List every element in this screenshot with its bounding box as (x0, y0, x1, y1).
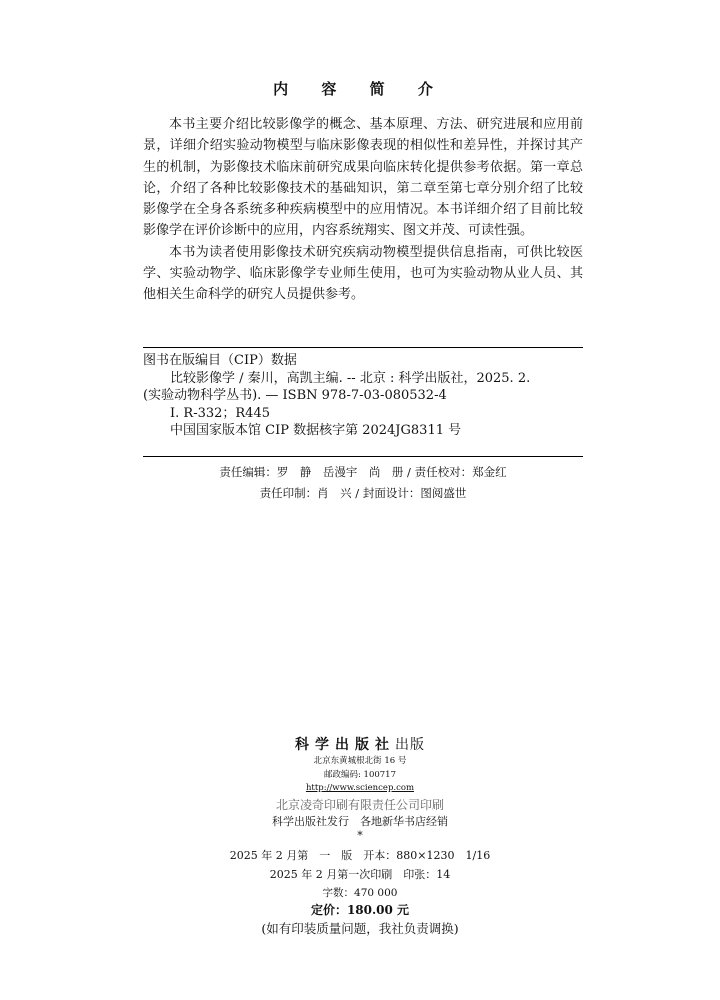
quality-notice: (如有印装质量问题，我社负责调换) (261, 920, 459, 936)
editors-credits (143, 462, 583, 504)
publisher-url: http://www.sciencep.com (305, 783, 415, 793)
cip-line-3: Ⅰ. R-332；R445 (170, 405, 270, 421)
cip-line-1: 比较影像学 / 秦川，高凯主编. -- 北京 : 科学出版社，2025. 2. (170, 370, 531, 386)
cip-bottom-divider (143, 456, 583, 457)
printer-name: 北京凌奇印刷有限责任公司印刷 (275, 797, 444, 812)
publisher-postcode: 邮政编码: 100717 (323, 769, 396, 780)
publisher-logo-text: 科学出版社 (295, 737, 395, 753)
page-title: 内 容 简 介 (273, 80, 447, 98)
separator-star: * (357, 828, 363, 842)
intro-paragraph-2: 本书为读者使用影像技术研究疾病动物模型提供信息指南，可供比较医学、实验动物学、临床影像学专业师生使用，也可为实验动物从业人员、其他相关生命科学的研究人员提供参考。 (143, 244, 583, 303)
cip-line-2: (实验动物科学丛书). — ISBN 978-7-03-080532-4 (143, 388, 447, 403)
cip-line-4: 中国国家版本馆 CIP 数据核字第 2024JG8311 号 (170, 423, 462, 438)
publisher-address: 北京东黄城根北街 16 号 (313, 756, 407, 766)
cip-top-divider (143, 347, 583, 348)
editors-line-1: 责任编辑：罗 静 岳漫宇 尚 册 / 责任校对：郑金红 (219, 465, 507, 479)
price: 定价：180.00 元 (310, 902, 410, 917)
publisher-name (0, 735, 720, 755)
word-count: 字数：470 000 (322, 886, 398, 899)
editors-line-2: 责任印制：肖 兴 / 封面设计：图阅盛世 (259, 486, 467, 500)
printing-info: 2025 年 2 月第一次印刷 印张：14 (269, 868, 451, 881)
cip-data-block (143, 352, 583, 440)
edition-info: 2025 年 2 月第 一 版 开本：880×1230 1/16 (229, 848, 491, 862)
colophon (0, 735, 720, 938)
book-introduction (143, 114, 583, 306)
distribution-info: 科学出版社发行 各地新华书店经销 (272, 814, 448, 828)
intro-paragraph-1: 本书主要介绍比较影像学的概念、基本原理、方法、研究进展和应用前景，详细介绍实验动物模型与临床影像表现的相似性和差异性，并探讨其产生的机制，为影像技术临床前研究成果向临床转化提供参考依据。第一章总论，介绍了各种比较影像技术的基础知识，第二章至第七章分别介绍了比较影像学在全身各系统多种疾病模型中的应用情况。本书详细介绍了目前比较影像学在评价诊断中的应用，内容系统翔实、图文并茂、可读性强。 (143, 117, 583, 239)
publisher-suffix: 出版 (395, 737, 425, 753)
cip-heading: 图书在版编目（CIP）数据 (143, 353, 297, 368)
